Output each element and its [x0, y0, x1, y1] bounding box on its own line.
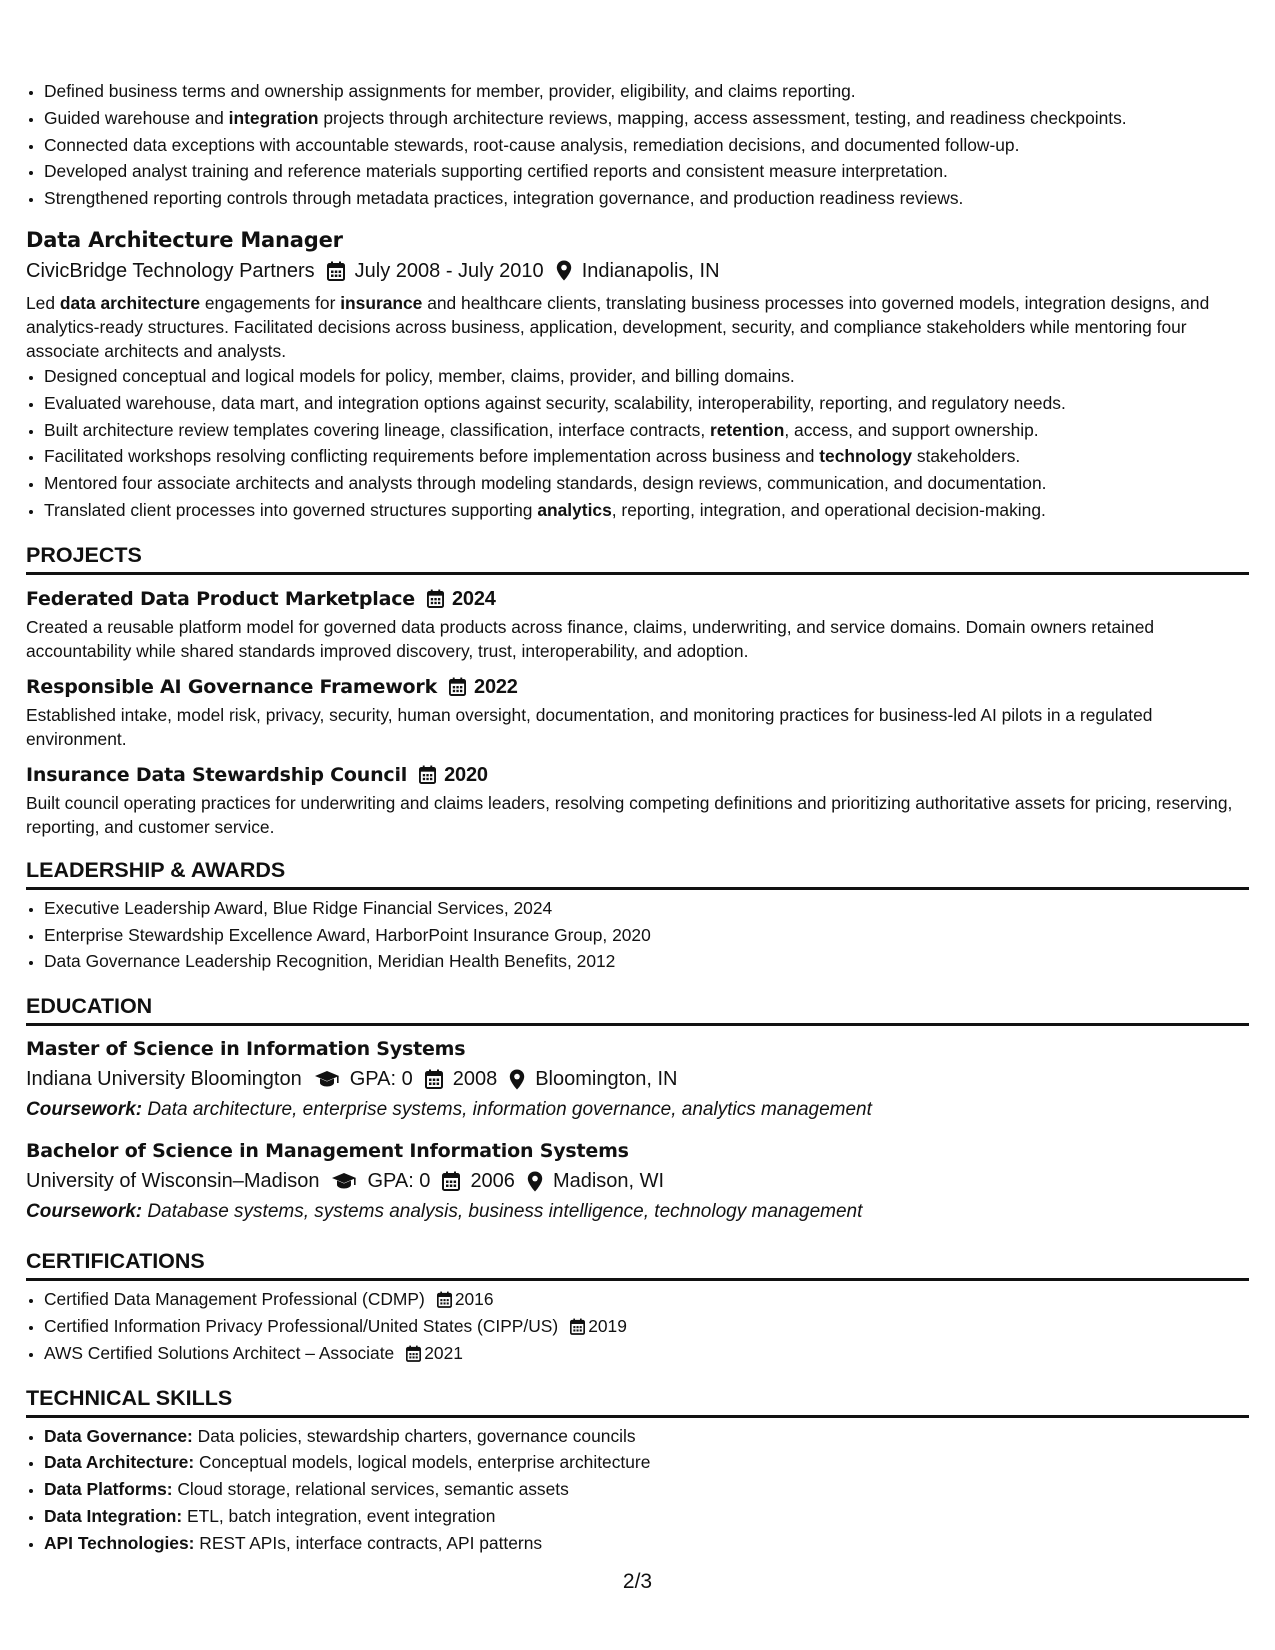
- list-item: • Mentored four associate architects and analysts through modeling standards, design reviews, communication, and documentation.: [44, 470, 1249, 497]
- project-heading: [26, 585, 1249, 613]
- degree-title: Master of Science in Information Systems: [26, 1038, 466, 1061]
- section-title-skills: TECHNICAL SKILLS: [26, 1384, 1249, 1418]
- school-location: Bloomington, IN: [535, 1068, 678, 1091]
- list-item: [44, 1286, 1249, 1313]
- list-item: • Strengthened reporting controls through metadata practices, integration governance, and production readiness reviews.: [44, 185, 1249, 212]
- project-name: Insurance Data Stewardship Council: [26, 763, 408, 786]
- location-pin-icon: [556, 260, 572, 281]
- cert-name: • Certified Data Management Professional (CDMP): [44, 1289, 425, 1310]
- school-location: Madison, WI: [552, 1170, 665, 1193]
- company-name: CivicBridge Technology Partners: [26, 259, 315, 282]
- list-item: • Data Governance Leadership Recognition, Meridian Health Benefits, 2012: [44, 948, 1249, 975]
- section-title-awards: LEADERSHIP & AWARDS: [26, 856, 1249, 890]
- school-name: Indiana University Bloomington: [26, 1068, 302, 1091]
- education-meta: [26, 1063, 1249, 1095]
- cert-name: • Certified Information Privacy Professional/United States (CIPP/US): [44, 1315, 559, 1336]
- list-item: • Enterprise Stewardship Excellence Award, HarborPoint Insurance Group, 2020: [44, 922, 1249, 949]
- awards-list: [26, 895, 1249, 975]
- school-name: University of Wisconsin–Madison: [26, 1170, 320, 1193]
- graduation-year: 2008: [452, 1068, 498, 1091]
- graduation-year: 2006: [470, 1170, 515, 1193]
- section-title-education: EDUCATION: [26, 992, 1249, 1026]
- calendar-icon: [425, 1069, 443, 1089]
- project-year: 2020: [444, 763, 488, 786]
- project-heading: [26, 673, 1249, 701]
- job-dates: July 2008 - July 2010: [354, 259, 544, 282]
- list-item: [44, 1313, 1249, 1340]
- list-item: • Facilitated workshops resolving conflicting requirements before implementation across business and technology stakeholders.: [44, 443, 1249, 470]
- calendar-icon: [442, 1171, 460, 1191]
- calendar-icon: [449, 677, 466, 696]
- project-description: Built council operating practices for underwriting and claims leaders, resolving competing definitions and prioritizing authoritative assets for pricing, reserving, reporting, and customer service.: [26, 792, 1233, 837]
- calendar-icon: [437, 1291, 452, 1308]
- project-description: Created a reusable platform model for governed data products across finance, claims, underwriting, and service domains. Domain owners retained accountability while shared standards improved discovery, trust, interoperability, and adoption.: [26, 616, 1155, 661]
- location-pin-icon: [527, 1171, 543, 1192]
- project-name: Federated Data Product Marketplace: [26, 587, 415, 610]
- gpa: GPA: 0: [367, 1170, 431, 1193]
- page-number: 2/3: [622, 1570, 653, 1593]
- coursework: Coursework: Database systems, systems analysis, business intelligence, technology management: [26, 1201, 863, 1223]
- calendar-icon: [327, 261, 345, 281]
- education-meta: [26, 1165, 1249, 1197]
- certifications-list: [26, 1286, 1249, 1366]
- degree-title: Bachelor of Science in Management Information Systems: [26, 1140, 629, 1163]
- list-item: • API Technologies: REST APIs, interface contracts, API patterns: [44, 1530, 1249, 1557]
- cert-year: 2021: [424, 1342, 463, 1363]
- list-item: [44, 1340, 1249, 1367]
- cert-year: 2016: [454, 1289, 494, 1310]
- previous-job-bullets: [26, 78, 1249, 212]
- job-summary: Led data architecture engagements for insurance and healthcare clients, translating business processes into governed models, integration designs, and analytics-ready structures. Facilitated decisions across business, application, development, security, and compliance stakeholders while mentoring four associate architects and analysts.: [26, 292, 1210, 361]
- calendar-icon: [419, 765, 436, 784]
- job-location: Indianapolis, IN: [581, 259, 720, 282]
- section-title-certifications: CERTIFICATIONS: [26, 1247, 1249, 1281]
- section-title-projects: PROJECTS: [26, 541, 1249, 575]
- coursework: Coursework: Data architecture, enterprise systems, information governance, analytics management: [26, 1099, 872, 1121]
- skills-list: [26, 1423, 1249, 1557]
- graduation-cap-icon: [314, 1070, 340, 1088]
- cert-name: • AWS Certified Solutions Architect – Associate: [44, 1342, 395, 1363]
- list-item: • Developed analyst training and reference materials supporting certified reports and consistent measure interpretation.: [44, 158, 1249, 185]
- graduation-cap-icon: [331, 1172, 357, 1190]
- list-item: • Connected data exceptions with accountable stewards, root-cause analysis, remediation decisions, and documented follow-up.: [44, 132, 1249, 159]
- gpa: GPA: 0: [349, 1068, 413, 1091]
- location-pin-icon: [509, 1069, 525, 1090]
- project-year: 2022: [474, 675, 518, 698]
- list-item: • Translated client processes into governed structures supporting analytics, reporting, integration, and operational decision-making.: [44, 497, 1249, 524]
- list-item: • Guided warehouse and integration projects through architecture reviews, mapping, access assessment, testing, and readiness checkpoints.: [44, 105, 1249, 132]
- project-year: 2024: [451, 587, 496, 610]
- project-heading: [26, 761, 1249, 789]
- project-name: Responsible AI Governance Framework: [26, 675, 438, 698]
- list-item: • Evaluated warehouse, data mart, and integration options against security, scalability, interoperability, reporting, and regulatory needs.: [44, 390, 1249, 417]
- list-item: • Data Platforms: Cloud storage, relational services, semantic assets: [44, 1476, 1249, 1503]
- cert-year: 2019: [588, 1315, 627, 1336]
- job-title: Data Architecture Manager: [26, 227, 343, 252]
- job-meta: [26, 255, 1249, 287]
- calendar-icon: [427, 589, 444, 608]
- job-bullets: [26, 363, 1249, 524]
- calendar-icon: [570, 1318, 585, 1335]
- list-item: • Designed conceptual and logical models for policy, member, claims, provider, and billing domains.: [44, 363, 1249, 390]
- list-item: • Data Integration: ETL, batch integration, event integration: [44, 1503, 1249, 1530]
- list-item: • Built architecture review templates covering lineage, classification, interface contracts, retention, access, and support ownership.: [44, 417, 1249, 444]
- list-item: • Data Governance: Data policies, stewardship charters, governance councils: [44, 1423, 1249, 1450]
- list-item: • Data Architecture: Conceptual models, logical models, enterprise architecture: [44, 1449, 1249, 1476]
- list-item: • Executive Leadership Award, Blue Ridge Financial Services, 2024: [44, 895, 1249, 922]
- project-description: Established intake, model risk, privacy, security, human oversight, documentation, and monitoring practices for business-led AI pilots in a regulated environment.: [26, 704, 1153, 749]
- list-item: • Defined business terms and ownership assignments for member, provider, eligibility, and claims reporting.: [44, 78, 1249, 105]
- calendar-icon: [406, 1345, 421, 1362]
